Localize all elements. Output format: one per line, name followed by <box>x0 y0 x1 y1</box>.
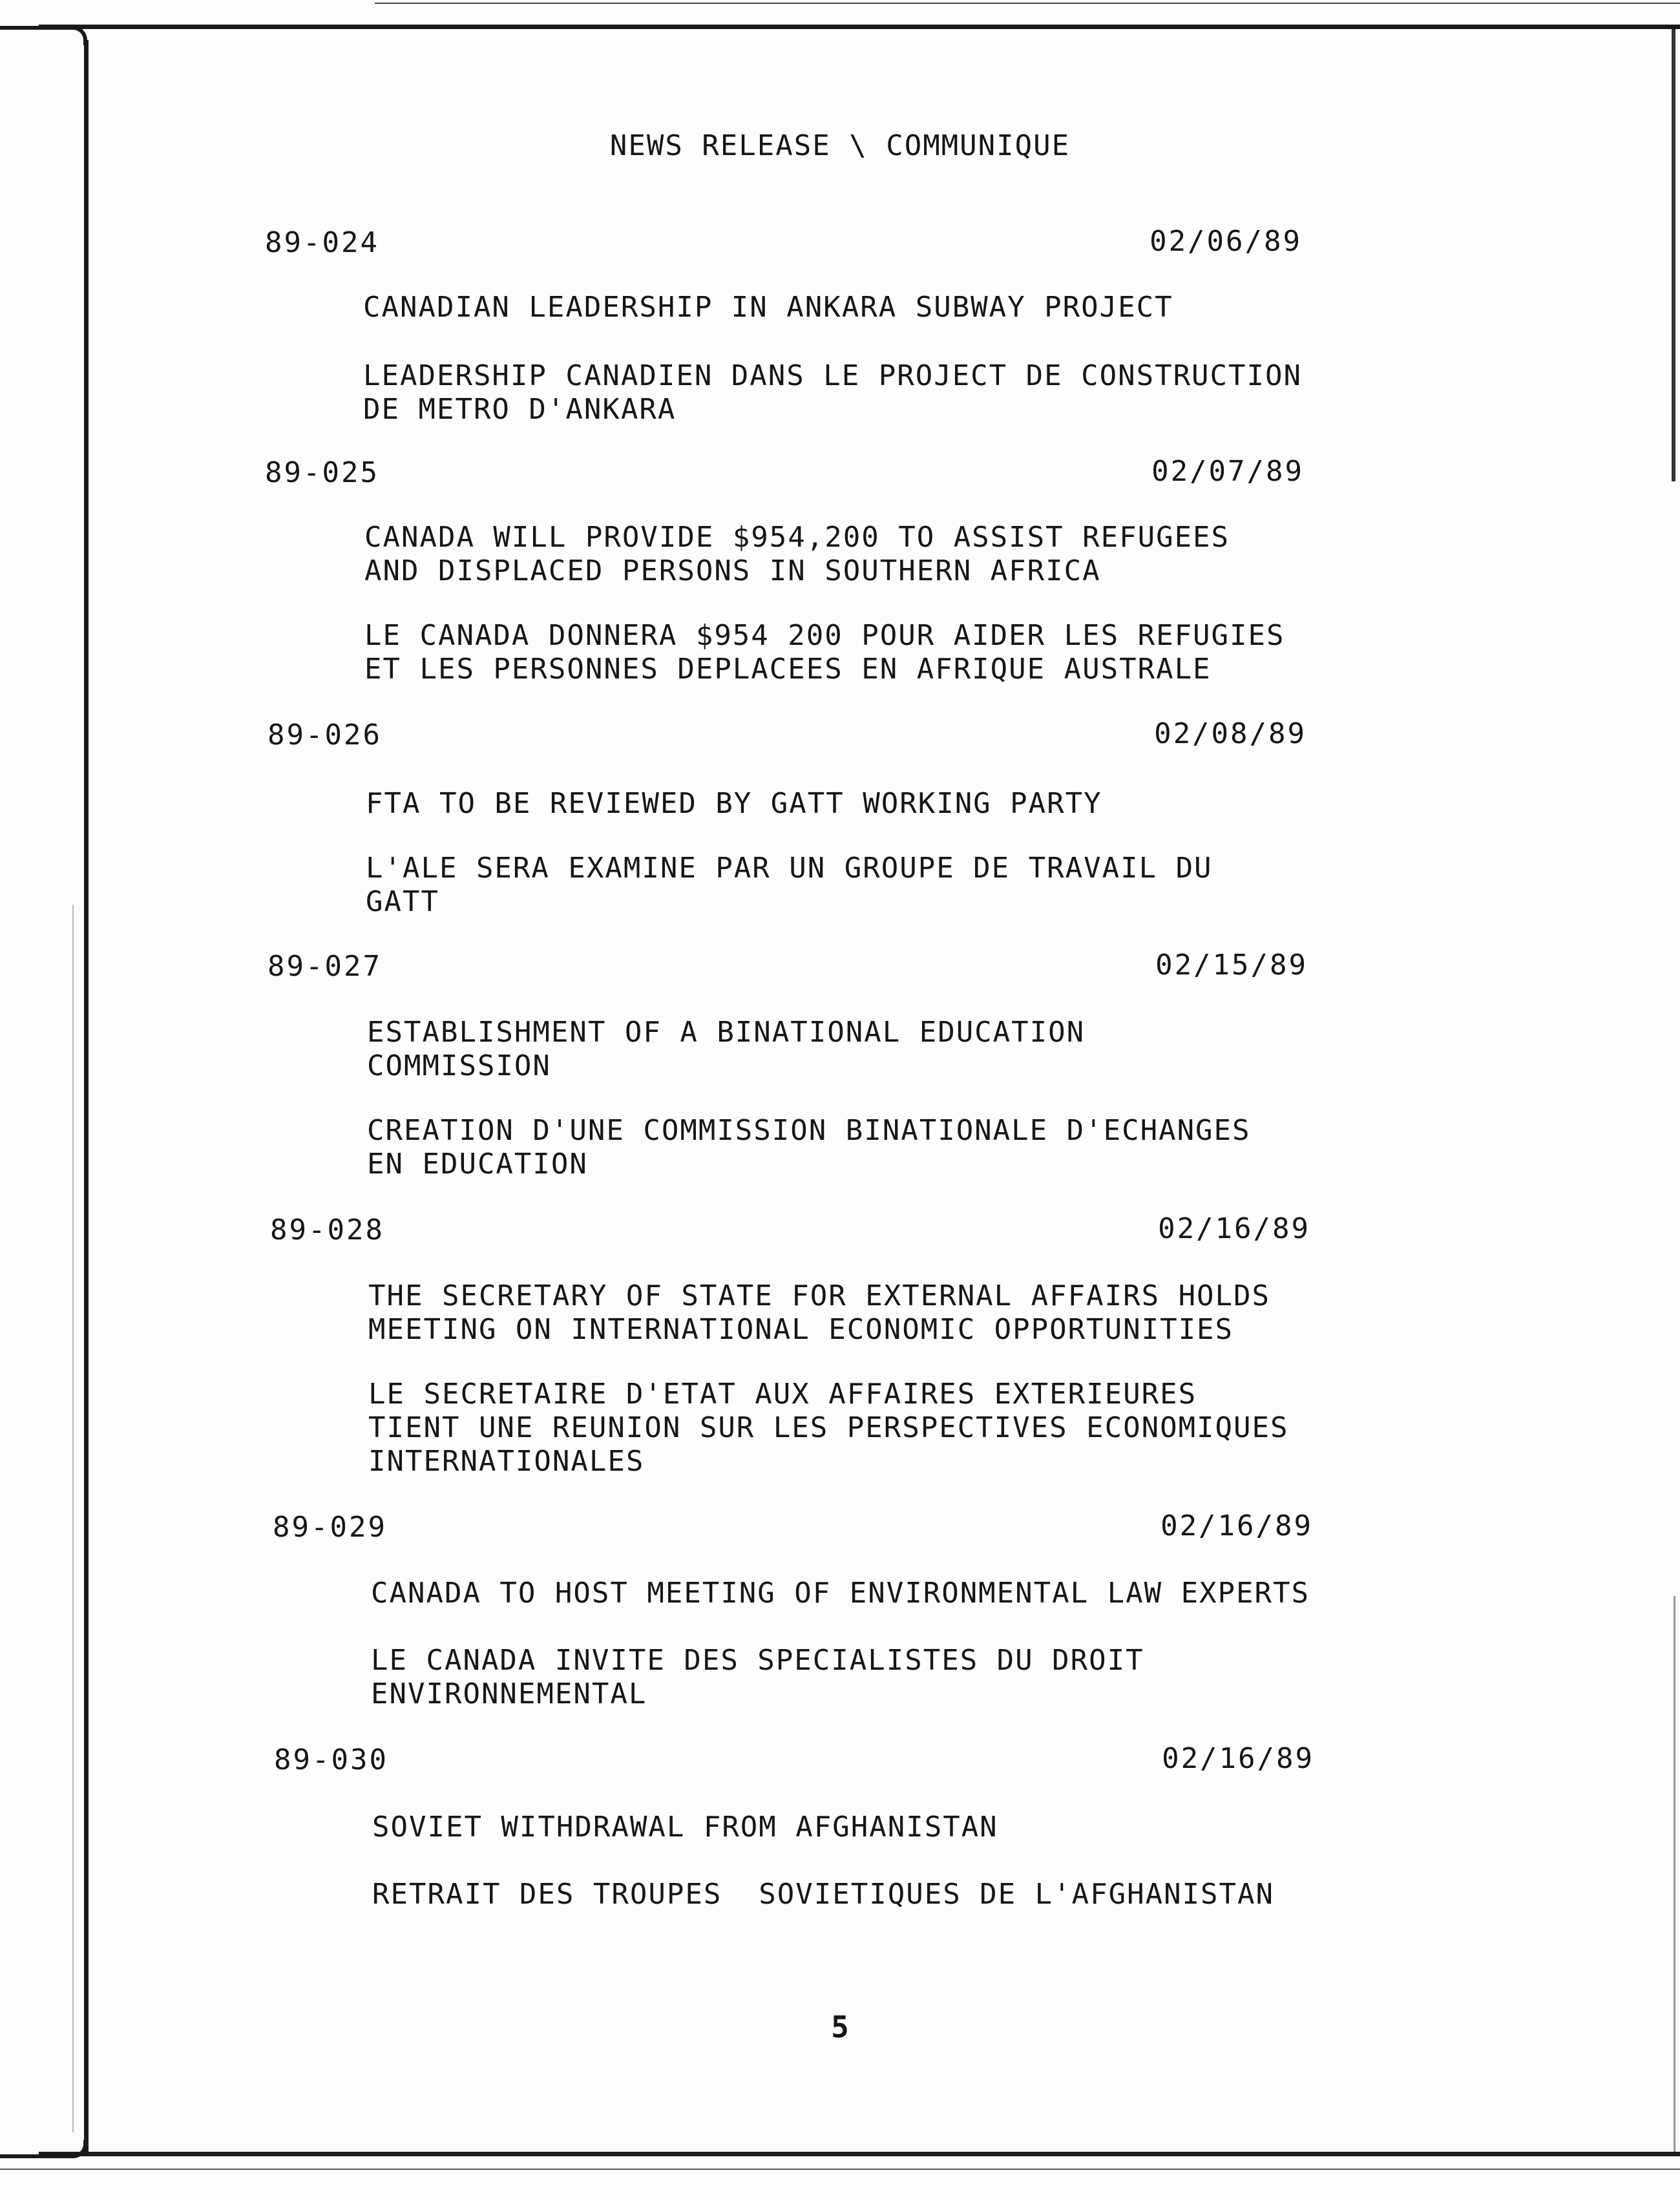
french-title: LE CANADA DONNERA $954 200 POUR AIDER LES REFUGIES ET LES PERSONNES DEPLACEES EN AFRIQUE AUSTRALE <box>364 619 1285 686</box>
french-title: CREATION D'UNE COMMISSION BINATIONALE D'ECHANGES EN EDUCATION <box>367 1114 1251 1181</box>
english-title: FTA TO BE REVIEWED BY GATT WORKING PARTY <box>366 787 1102 820</box>
release-number: 89-029 <box>273 1511 387 1544</box>
release-number: 89-024 <box>265 226 379 259</box>
release-number: 89-026 <box>268 719 382 752</box>
page-number: 5 <box>831 2010 849 2045</box>
release-number: 89-025 <box>265 456 379 489</box>
french-title: LE SECRETAIRE D'ETAT AUX AFFAIRES EXTERIEURES TIENT UNE REUNION SUR LES PERSPECTIVES ECONOMIQUES INTERNATIONALES <box>368 1378 1289 1478</box>
english-title: CANADA WILL PROVIDE $954,200 TO ASSIST REFUGEES AND DISPLACED PERSONS IN SOUTHERN AFRICA <box>364 521 1230 587</box>
release-date: 02/16/89 <box>1158 1212 1310 1245</box>
english-title: CANADA TO HOST MEETING OF ENVIRONMENTAL LAW EXPERTS <box>371 1577 1310 1610</box>
release-date: 02/07/89 <box>1151 455 1304 488</box>
french-title: L'ALE SERA EXAMINE PAR UN GROUPE DE TRAVAIL DU GATT <box>366 852 1213 918</box>
release-number: 89-027 <box>268 950 382 983</box>
scan-edge-line-left <box>72 905 74 2132</box>
frame-left-border <box>84 40 89 2152</box>
frame-corner-top-left <box>0 26 87 45</box>
release-date: 02/15/89 <box>1155 949 1308 982</box>
french-title: LEADERSHIP CANADIEN DANS LE PROJECT DE CONSTRUCTION DE METRO D'ANKARA <box>363 359 1303 426</box>
french-title: LE CANADA INVITE DES SPECIALISTES DU DROIT ENVIRONNEMENTAL <box>371 1644 1144 1710</box>
french-title: RETRAIT DES TROUPES SOVIETIQUES DE L'AFGHANISTAN <box>372 1878 1275 1911</box>
release-date: 02/06/89 <box>1150 225 1302 258</box>
english-title: SOVIET WITHDRAWAL FROM AFGHANISTAN <box>372 1811 998 1844</box>
scan-edge-line <box>375 3 1680 4</box>
frame-top-border <box>39 25 1680 29</box>
release-date: 02/16/89 <box>1162 1742 1314 1775</box>
page-title: NEWS RELEASE \ COMMUNIQUE <box>609 129 1071 162</box>
release-number: 89-030 <box>274 1743 388 1776</box>
release-date: 02/08/89 <box>1154 717 1307 750</box>
frame-bottom-border <box>39 2152 1680 2156</box>
scan-edge-line-bottom <box>0 2169 1680 2170</box>
english-title: ESTABLISHMENT OF A BINATIONAL EDUCATION COMMISSION <box>367 1016 1086 1082</box>
frame-right-border <box>1672 29 1675 481</box>
english-title: CANADIAN LEADERSHIP IN ANKARA SUBWAY PROJECT <box>363 291 1173 324</box>
english-title: THE SECRETARY OF STATE FOR EXTERNAL AFFAIRS HOLDS MEETING ON INTERNATIONAL ECONOMIC OPPORTUNITIES <box>368 1279 1271 1346</box>
release-number: 89-028 <box>270 1214 384 1246</box>
frame-right-border-lower <box>1674 1596 1675 2152</box>
release-date: 02/16/89 <box>1160 1509 1313 1542</box>
